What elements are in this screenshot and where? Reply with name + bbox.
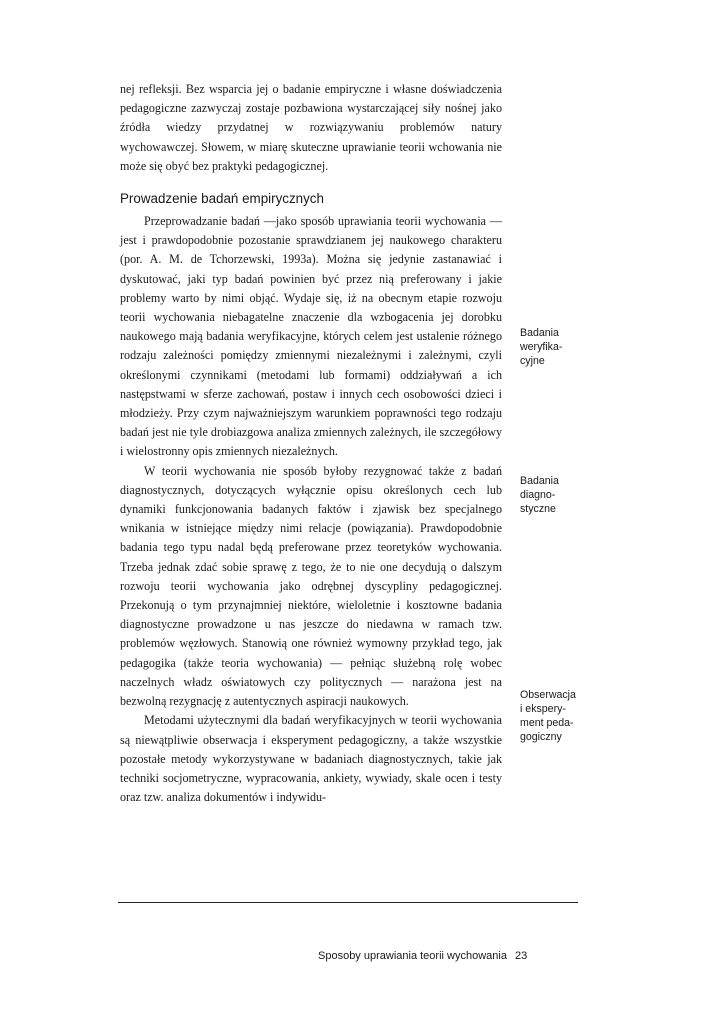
paragraph-top: nej refleksji. Bez wsparcia jej o badanie empiryczne i własne doświadczenia pedagogiczne zazwyczaj zostaje pozbawiona wystarczającej siły nośnej jako źródła wiedzy przydatnej w rozwiązywaniu problemów natury wychowawczej. Słowem, w miarę skuteczne uprawianie teorii wchowania nie może się obyć bez praktyki pedagogicznej.	[120, 82, 502, 173]
margin-note-line: i ekspery-	[520, 703, 566, 715]
section-heading: Prowadzenie badań empirycznych	[120, 191, 324, 207]
footer-rule	[118, 902, 578, 903]
margin-note-line: styczne	[520, 503, 556, 515]
margin-note-observation	[520, 688, 590, 744]
running-title: Sposoby uprawiania teorii wychowania	[318, 950, 507, 962]
margin-note-diagnostic	[520, 474, 590, 516]
margin-note-line: cyjne	[520, 355, 545, 367]
margin-note-line: Badania	[520, 327, 559, 339]
margin-note-line: diagno-	[520, 489, 556, 501]
page-number: 23	[514, 950, 528, 962]
margin-note-line: weryfika-	[520, 341, 563, 353]
margin-note-verification	[520, 326, 590, 368]
margin-note-line: Obserwacja	[520, 689, 576, 701]
margin-note-line: Badania	[520, 475, 559, 487]
paragraph-methods: Metodami użytecznymi dla badań weryfikacyjnych w teorii wychowania są niewątpliwie obserwacja i eksperyment pedagogiczny, a także wszystkie pozostałe metody wykorzystywane w badaniach diagnostycznych, takie jak techniki socjometryczne, wypracowania, ankiety, wywiady, skale ocen i testy oraz tzw. analiza dokumentów i indywidu-	[120, 713, 502, 805]
paragraph-empirical-research: Przeprowadzanie badań —jako sposób uprawiania teorii wychowania — jest i prawdopodobnie pozostanie sprawdzianem jej naukowego charakteru (por. A. M. de Tchorzewski, 1993a). Można się jedynie zastanawiać i dyskutować, jaki typ badań powinien być przez nią preferowany i jakie problemy warto by nimi objąć. Wydaje się, iż na obecnym etapie rozwoju teorii wychowania niebagatelne znaczenie dla wzbogacenia jej dorobku naukowego mają badania weryfikacyjne, których celem jest ustalenie różnego rodzaju zależności pomiędzy zmiennymi niezależnymi i zależnymi, czyli określonymi czynnikami (metodami lub formami) oddziaływań a ich następstwami w sferze zachowań, postaw i innych cech osobowości dzieci i młodzieży. Przy czym najważniejszym warunkiem poprawności tego rodzaju badań jest nie tyle drobiazgowa analiza zmiennych zależnych, ile szczegółowy i wielostronny opis zmiennych niezależnych.	[120, 214, 502, 459]
margin-note-line: ment peda-	[520, 717, 574, 729]
margin-note-line: gogiczny	[520, 731, 562, 743]
page-footer	[318, 949, 528, 963]
paragraph-diagnostic-research: W teorii wychowania nie sposób byłoby rezygnować także z badań diagnostycznych, dotyczących wyłącznie opisu określonych cech lub dynamiki funkcjonowania badanych faktów i zjawisk bez specjalnego wnikania w istniejące między nimi relacje (powiązania). Prawdopodobnie badania tego typu nadal będą preferowane przez teoretyków wychowania. Trzeba jednak zdać sobie sprawę z tego, że to nie one decydują o dalszym rozwoju teorii wychowania jako odrębnej dyscypliny pedagogicznej. Przekonują o tym przynajmniej niektóre, wieloletnie i kosztowne badania diagnostyczne prowadzone u nas jeszcze do niedawna w ramach tzw. problemów węzłowych. Stanowią one również wymowny przykład tego, jak pedagogika (także teoria wychowania) — pełniąc służebną rolę wobec naczelnych władz oświatowych czy politycznych — narażona jest na bezwolną rezygnację z autentycznych aspiracji naukowych.	[120, 463, 502, 709]
main-text-column	[120, 80, 502, 807]
